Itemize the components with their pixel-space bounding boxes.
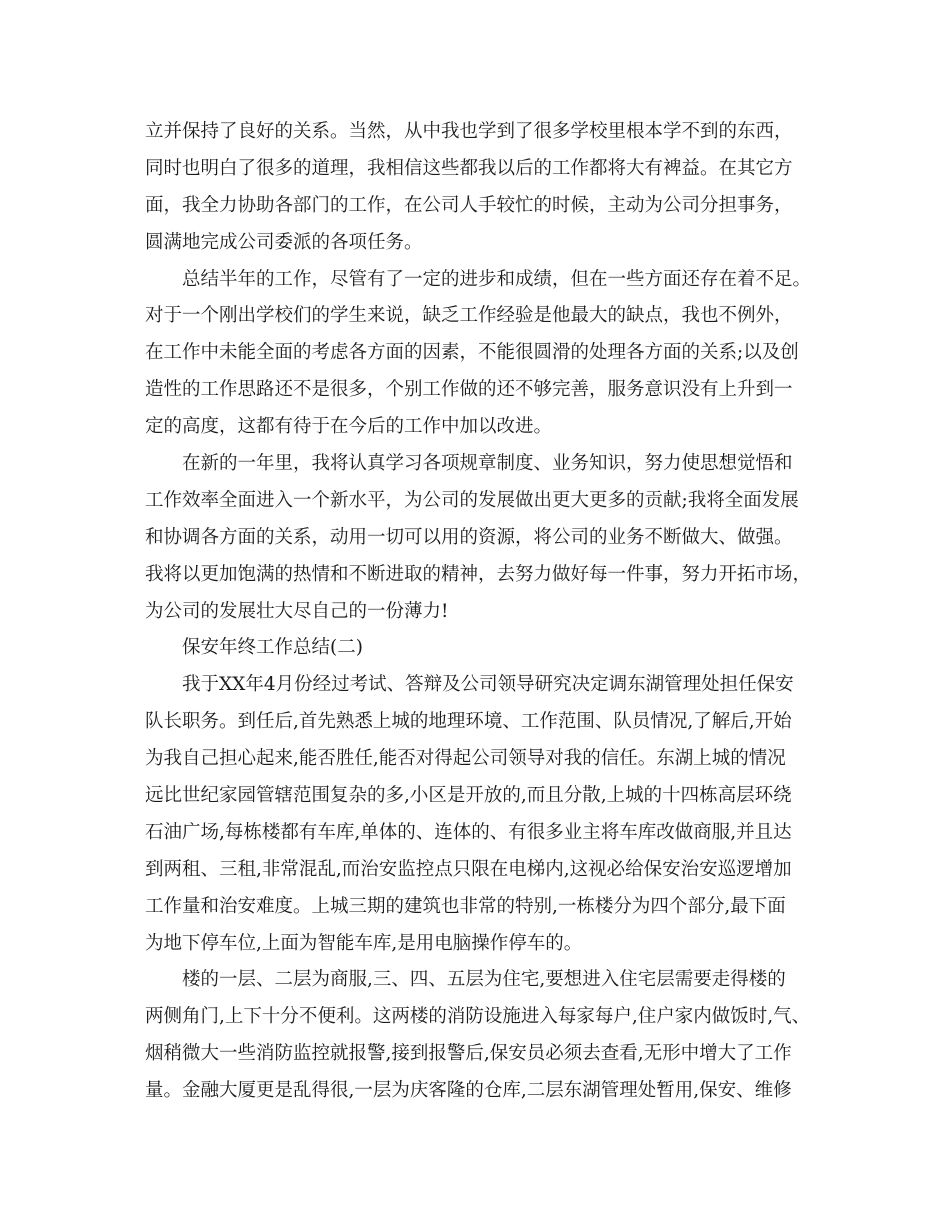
text-line: 为公司的发展壮大尽自己的一份薄力! (145, 600, 449, 622)
text-line: 和协调各方面的关系，动用一切可以用的资源，将公司的业务不断做大、做强。 (145, 526, 793, 548)
text-line: 为地下停车位,上面为智能车库,是用电脑操作停车的。 (145, 932, 583, 954)
document-body (145, 114, 815, 1110)
paragraph-first-line: 总结半年的工作，尽管有了一定的进步和成绩，但在一些方面还存在着不足。 (182, 268, 812, 290)
text-line: 我将以更加饱满的热情和不断进取的精神，去努力做好每一件事，努力开拓市场， (145, 563, 812, 585)
text-line: 工作效率全面进入一个新水平，为公司的发展做出更大更多的贡献;我将全面发展 (145, 489, 799, 511)
text-line: 远比世纪家园管辖范围复杂的多,小区是开放的,而且分散,上城的十四栋高层环绕 (145, 785, 792, 807)
paragraph-first-line: 楼的一层、二层为商服,三、四、五层为住宅,要想进入住宅层需要走得楼的 (182, 969, 786, 991)
text-line: 面，我全力协助各部门的工作，在公司人手较忙的时候，主动为公司分担事务， (145, 194, 793, 216)
text-line: 定的高度，这都有待于在今后的工作中加以改进。 (145, 416, 553, 438)
text-line: 造性的工作思路还不是很多，个别工作做的还不够完善，服务意识没有上升到一 (145, 379, 793, 401)
section-heading: 保安年终工作总结(二) (182, 637, 363, 659)
text-line: 圆满地完成公司委派的各项任务。 (145, 231, 423, 253)
text-line: 两侧角门,上下十分不便利。这两楼的消防设施进入每家每户,住户家内做饭时,气、 (145, 1006, 811, 1028)
text-line: 石油广场,每栋楼都有车库,单体的、连体的、有很多业主将车库改做商服,并且达 (145, 821, 792, 843)
text-line: 对于一个刚出学校们的学生来说，缺乏工作经验是他最大的缺点，我也不例外， (145, 305, 793, 327)
text-line: 工作量和治安难度。上城三期的建筑也非常的特别,一栋楼分为四个部分,最下面 (145, 895, 786, 917)
text-line: 同时也明白了很多的道理，我相信这些都我以后的工作都将大有裨益。在其它方 (145, 157, 793, 179)
text-line: 立并保持了良好的关系。当然，从中我也学到了很多学校里根本学不到的东西， (145, 121, 793, 142)
text-line: 队长职务。到任后,首先熟悉上城的地理环境、工作范围、队员情况,了解后,开始 (145, 711, 792, 733)
text-line: 量。金融大厦更是乱得很,一层为庆客隆的仓库,二层东湖管理处暂用,保安、维修 (145, 1080, 792, 1102)
paragraph-first-line: 在新的一年里，我将认真学习各项规章制度、业务知识，努力使思想觉悟和 (182, 453, 793, 475)
text-line: 到两租、三租,非常混乱,而治安监控点只限在电梯内,这视必给保安治安巡逻增加 (145, 858, 792, 880)
text-line: 在工作中未能全面的考虑各方面的因素，不能很圆滑的处理各方面的关系;以及创 (145, 342, 799, 364)
text-line: 为我自己担心起来,能否胜任,能否对得起公司领导对我的信任。东湖上城的情况 (145, 748, 786, 770)
paragraph-first-line: 我于XX年4月份经过考试、答辩及公司领导研究决定调东湖管理处担任保安 (182, 674, 794, 696)
text-line: 烟稍微大一些消防监控就报警,接到报警后,保安员必须去查看,无形中增大了工作 (145, 1043, 792, 1065)
